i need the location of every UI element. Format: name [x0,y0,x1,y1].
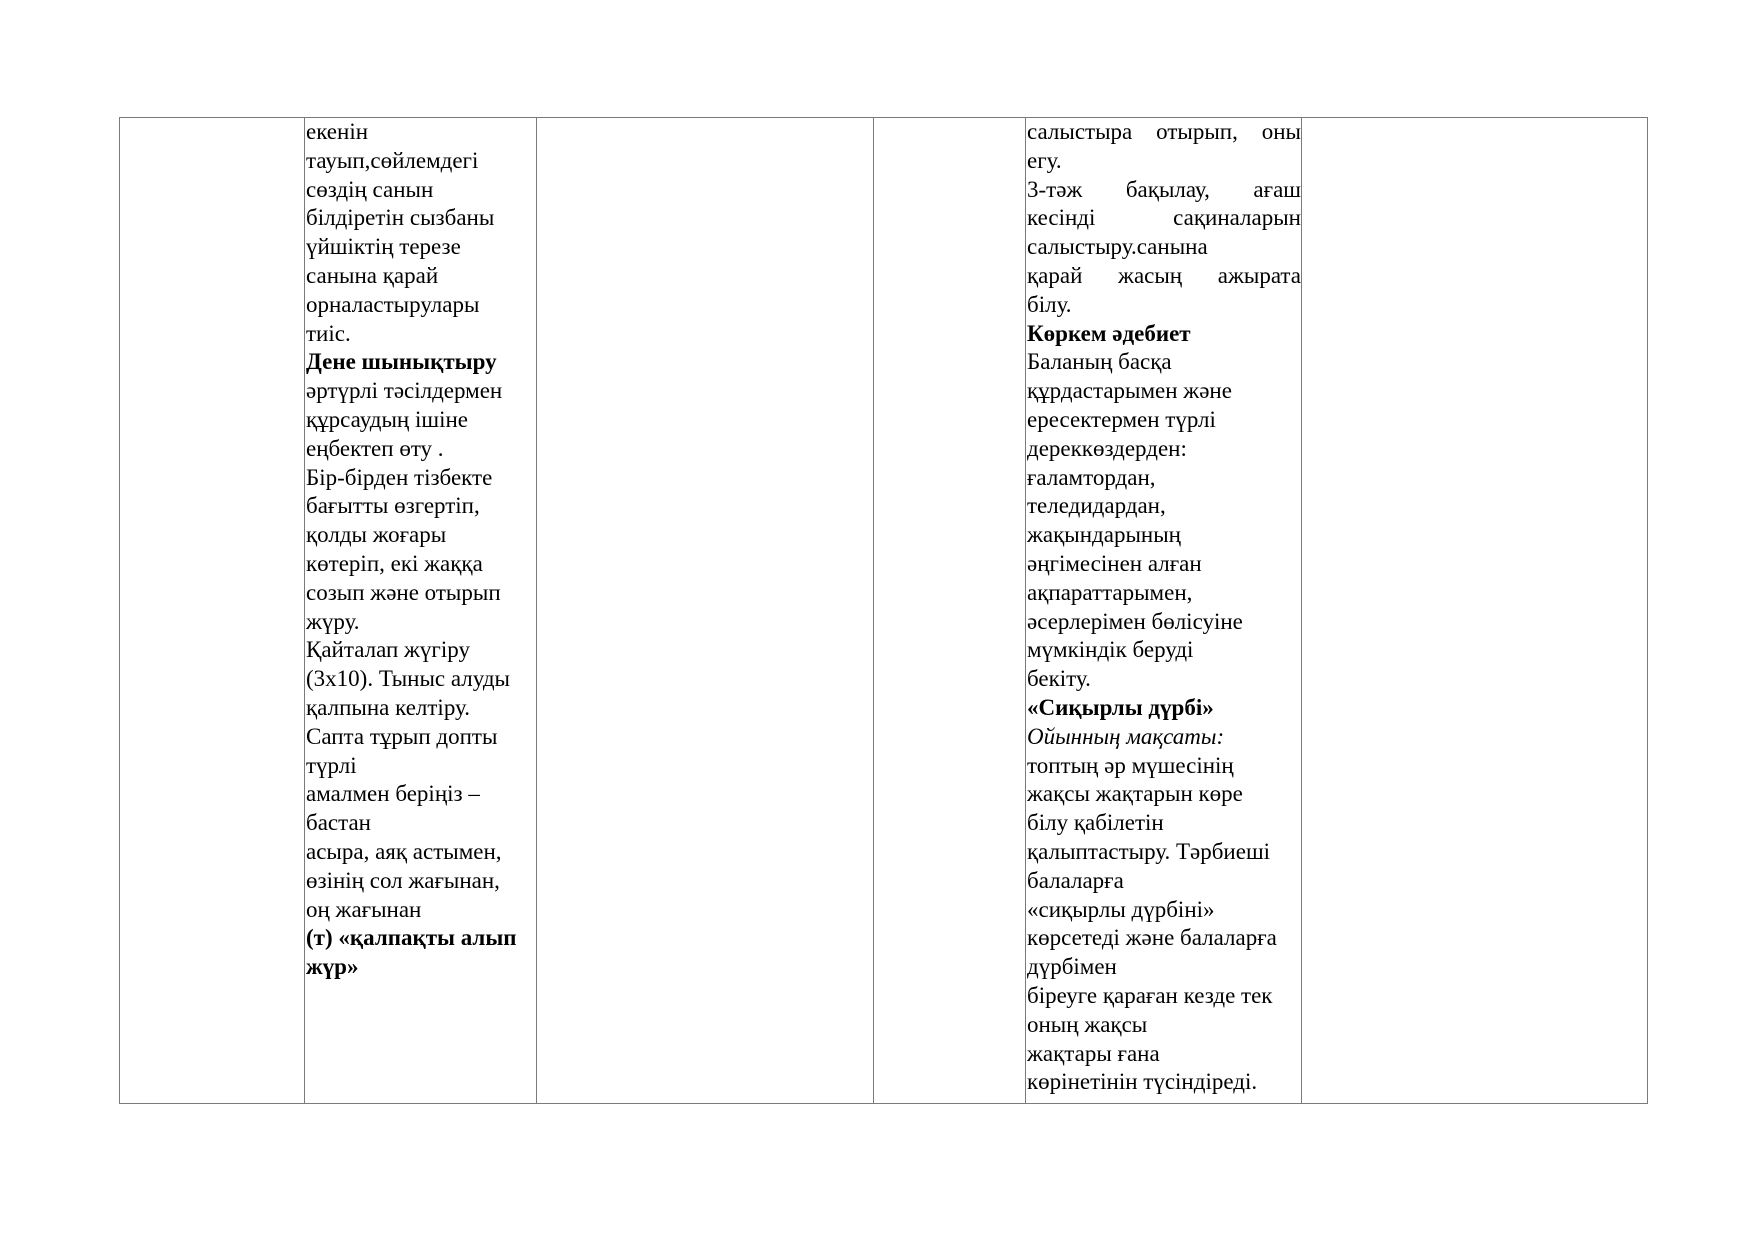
text-line: теледидардан, [1027,493,1166,519]
text-line [1027,262,1301,291]
table-cell-1 [120,118,305,1104]
table-cell-3 [537,118,874,1104]
text-line: бекіту. [1027,666,1091,692]
text-line [1027,291,1301,320]
text-word: ағаш [1253,176,1301,202]
text-line: көрінетінін түсіндіреді. [1027,1069,1258,1095]
text-word: салыстыру.санына [1027,234,1208,260]
text-line: әсерлерімен бөлісуіне [1027,608,1243,634]
text-line: жақындарының [1027,522,1181,548]
text-line: ақпараттарымен, [1027,579,1193,605]
text-line: еңбектеп өту . [306,435,444,461]
text-line: құрдастарымен және [1027,378,1232,404]
text-line: тиіс. [306,320,351,346]
text-line: бағытты өзгертіп, [306,493,480,519]
text-word: жасың [1118,262,1183,288]
text-line: сөздің санын [306,176,434,202]
text-line: жүру. [306,608,360,634]
text-line: білдіретін сызбаны [306,205,495,231]
text-line: Ойынның мақсаты: [1027,723,1225,749]
table-row [120,118,1648,1104]
cell-text-block [306,118,536,982]
text-line: құрсаудың ішіне [306,406,468,432]
table-cell-4 [874,118,1026,1104]
text-line: орналастырулары [306,291,480,317]
text-word: сақиналарын [1173,205,1301,231]
text-line [1027,176,1301,205]
text-line: біреуге қараған кезде тек [1027,982,1273,1008]
text-line: мүмкіндік беруді [1027,637,1194,663]
text-line: әртүрлі тәсілдермен [306,378,503,404]
text-line: жүр» [306,954,359,980]
cell-text-block [1027,118,1301,1097]
text-word: бақылау, [1125,176,1210,202]
text-line: «Сиқырлы дүрбі» [1027,694,1214,720]
text-line: Дене шынықтыру [306,349,497,375]
text-line: қолды жоғары [306,522,447,548]
text-line: амалмен беріңіз – [306,781,480,807]
text-line: (т) «қалпақты алып [306,925,517,951]
text-line: ересектермен түрлі [1027,406,1216,432]
text-line: бастан [306,810,371,836]
text-line [1027,233,1301,262]
text-word: білу. [1027,291,1072,317]
text-line: білу қабілетін [1027,810,1164,836]
text-line: жақтары ғана [1027,1040,1160,1066]
text-line: қалыптастыру. Тәрбиеші [1027,838,1271,864]
text-line: оның жақсы [1027,1011,1148,1037]
text-line: түрлі [306,752,357,778]
text-line: екенін [306,119,369,144]
text-line: дереккөздерден: [1027,435,1187,461]
text-line: созып және отырып [306,579,501,605]
table-cell-5 [1026,118,1302,1104]
text-word: кесінді [1027,205,1096,231]
text-word: отырып, [1156,119,1238,144]
text-line: балаларға [1027,867,1124,893]
text-line: «сиқырлы дүрбіні» [1027,896,1215,922]
text-line: көрсетеді және балаларға [1027,925,1277,951]
text-word: 3-тәж [1027,176,1083,202]
text-line [1027,147,1301,176]
text-line: Сапта тұрып допты [306,723,498,749]
plan-table [119,117,1648,1104]
text-word: салыстыра [1027,119,1133,144]
text-line: жақсы жақтарын көре [1027,781,1243,807]
text-line: Баланың басқа [1027,349,1172,375]
text-line: тауып,сөйлемдегі [306,147,479,173]
text-line: дүрбімен [1027,954,1117,980]
text-line: қалпына келтіру. [306,694,470,720]
text-line: ғаламтордан, [1027,464,1156,490]
text-line: Бір-бірден тізбекте [306,464,493,490]
text-line: көтеріп, екі жаққа [306,550,483,576]
text-word: оны [1261,119,1301,144]
text-word: қарай [1027,262,1083,288]
text-line [1027,204,1301,233]
text-word: егу. [1027,147,1062,173]
table-cell-2 [305,118,537,1104]
text-line: оң жағынан [306,896,422,922]
text-line: санына қарай [306,262,439,288]
text-word: ажырата [1217,262,1301,288]
text-line: Қайталап жүгіру [306,637,470,663]
text-line: (3х10). Тыныс алуды [306,666,510,692]
text-line: әңгімесінен алған [1027,550,1202,576]
text-line: өзінің сол жағынан, [306,867,500,893]
text-line: асыра, аяқ астымен, [306,838,502,864]
text-line: Көркем әдебиет [1027,320,1191,346]
text-line: үйшіктің терезе [306,234,461,260]
table-cell-6 [1302,118,1648,1104]
text-line [1027,118,1301,147]
text-line: топтың әр мүшесінің [1027,752,1234,778]
